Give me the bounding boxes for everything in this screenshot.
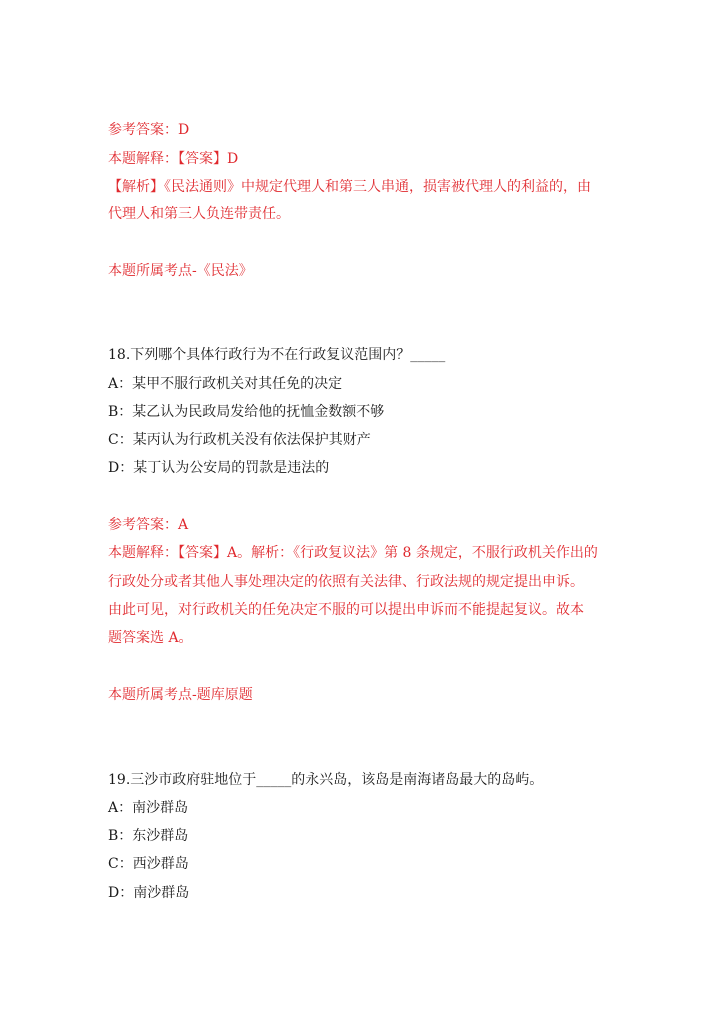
q17-explanation-label: 本题解释：【答案】D xyxy=(108,151,239,167)
q18-explanation-line3: 由此可见，对行政机关的任免决定不服的可以提出申诉而不能提起复议。故本 xyxy=(108,602,584,618)
q18-option-b: B：某乙认为民政局发给他的抚恤金数额不够 xyxy=(108,404,385,420)
q17-answer: 参考答案：D xyxy=(108,122,190,138)
q18-question: 18.下列哪个具体行政行为不在行政复议范围内？_____ xyxy=(108,347,446,363)
q17-explanation-text-line2: 代理人和第三人负连带责任。 xyxy=(108,206,290,222)
q19-option-b: B：东沙群岛 xyxy=(108,828,189,844)
q18-option-d: D：某丁认为公安局的罚款是违法的 xyxy=(108,460,330,476)
q18-answer: 参考答案：A xyxy=(108,517,189,533)
q18-explanation-line1: 本题解释：【答案】A。解析：《行政复议法》第 8 条规定，不服行政机关作出的 xyxy=(108,545,598,561)
q19-option-c: C：西沙群岛 xyxy=(108,856,189,872)
q18-topic: 本题所属考点-题库原题 xyxy=(108,687,253,703)
q19-question: 19.三沙市政府驻地位于_____的永兴岛，该岛是南海诸岛最大的岛屿。 xyxy=(108,772,544,788)
q18-explanation-line4: 题答案选 A。 xyxy=(108,630,193,646)
q17-explanation-text-line1: 【解析】《民法通则》中规定代理人和第三人串通，损害被代理人的利益的，由 xyxy=(108,179,591,195)
q19-option-a: A：南沙群岛 xyxy=(108,800,189,816)
q17-topic: 本题所属考点-《民法》 xyxy=(108,263,253,279)
q18-option-a: A：某甲不服行政机关对其任免的决定 xyxy=(108,376,343,392)
q19-option-d: D：南沙群岛 xyxy=(108,885,190,901)
q18-explanation-line2: 行政处分或者其他人事处理决定的依照有关法律、行政法规的规定提出申诉。 xyxy=(108,574,584,590)
q18-option-c: C：某丙认为行政机关没有依法保护其财产 xyxy=(108,432,371,448)
